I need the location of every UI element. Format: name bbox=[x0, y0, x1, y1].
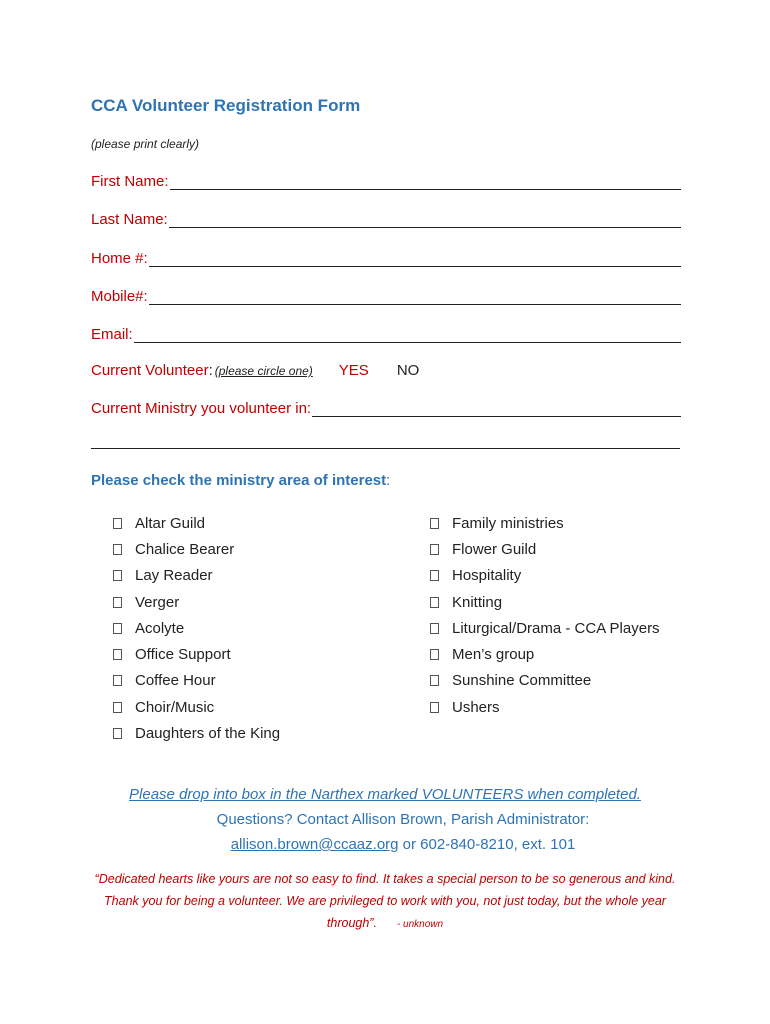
list-item-label: Knitting bbox=[452, 593, 503, 611]
list-item[interactable] bbox=[430, 668, 660, 694]
quote-text: “Dedicated hearts like yours are not so easy to find. It takes a special person to be so generous and kind. Thank you for being a volunteer. We are privileged to work with you, not just today, but the whole year through”. bbox=[94, 872, 676, 930]
interest-heading bbox=[91, 472, 390, 489]
list-item[interactable] bbox=[113, 589, 280, 615]
home-phone-field[interactable] bbox=[91, 245, 681, 267]
list-item[interactable] bbox=[113, 668, 280, 694]
yes-option[interactable]: YES bbox=[338, 362, 369, 379]
list-item[interactable] bbox=[113, 615, 280, 641]
list-item-label: Flower Guild bbox=[452, 540, 537, 558]
checkbox-icon[interactable] bbox=[430, 675, 439, 686]
current-ministry-line[interactable] bbox=[312, 400, 681, 417]
last-name-line[interactable] bbox=[169, 211, 681, 228]
home-phone-label: Home #: bbox=[91, 250, 148, 267]
list-item[interactable] bbox=[113, 641, 280, 667]
list-item-label: Men’s group bbox=[452, 646, 535, 664]
checkbox-icon[interactable] bbox=[430, 702, 439, 713]
circle-one-hint: (please circle one) bbox=[214, 364, 313, 378]
list-item-label: Family ministries bbox=[452, 514, 564, 532]
list-item[interactable] bbox=[430, 694, 660, 720]
contact-line bbox=[0, 836, 770, 853]
checkbox-icon[interactable] bbox=[430, 518, 439, 529]
checkbox-icon[interactable] bbox=[430, 649, 439, 660]
last-name-label: Last Name: bbox=[91, 211, 168, 228]
checkbox-icon[interactable] bbox=[113, 544, 122, 555]
home-phone-line[interactable] bbox=[149, 250, 681, 267]
checkbox-icon[interactable] bbox=[430, 623, 439, 634]
current-volunteer-colon: : bbox=[208, 362, 213, 379]
list-item-label: Coffee Hour bbox=[135, 672, 216, 690]
list-item-label: Liturgical/Drama - CCA Players bbox=[452, 619, 660, 637]
list-item-label: Chalice Bearer bbox=[135, 540, 235, 558]
mobile-field[interactable] bbox=[91, 283, 681, 305]
interest-list-right bbox=[430, 510, 660, 720]
list-item[interactable] bbox=[430, 563, 660, 589]
list-item[interactable] bbox=[430, 536, 660, 562]
interest-heading-colon: : bbox=[386, 472, 391, 489]
email-line[interactable] bbox=[134, 326, 681, 343]
email-field[interactable] bbox=[91, 321, 681, 343]
checkbox-icon[interactable] bbox=[113, 728, 122, 739]
first-name-field[interactable] bbox=[91, 168, 681, 190]
mobile-line[interactable] bbox=[149, 288, 681, 305]
checkbox-icon[interactable] bbox=[113, 623, 122, 634]
list-item-label: Ushers bbox=[452, 698, 500, 716]
volunteer-quote bbox=[90, 868, 680, 936]
current-ministry-field[interactable] bbox=[91, 395, 681, 417]
contact-phone: or 602-840-8210, ext. 101 bbox=[398, 836, 576, 853]
first-name-line[interactable] bbox=[170, 173, 681, 190]
list-item-label: Hospitality bbox=[452, 567, 522, 585]
contact-email-link[interactable]: allison.brown@ccaaz.org bbox=[230, 836, 399, 853]
checkbox-icon[interactable] bbox=[113, 518, 122, 529]
list-item[interactable] bbox=[430, 589, 660, 615]
list-item-label: Daughters of the King bbox=[135, 725, 281, 743]
checkbox-icon[interactable] bbox=[430, 570, 439, 581]
email-label: Email: bbox=[91, 326, 133, 343]
checkbox-icon[interactable] bbox=[430, 597, 439, 608]
quote-author: - unknown bbox=[396, 919, 444, 930]
current-ministry-extra-line[interactable] bbox=[91, 448, 680, 449]
list-item-label: Sunshine Committee bbox=[452, 672, 592, 690]
checkbox-icon[interactable] bbox=[113, 570, 122, 581]
checkbox-icon[interactable] bbox=[113, 649, 122, 660]
current-volunteer-row bbox=[91, 362, 419, 379]
list-item-label: Acolyte bbox=[135, 619, 185, 637]
last-name-field[interactable] bbox=[91, 206, 681, 228]
list-item-label: Office Support bbox=[135, 646, 231, 664]
current-ministry-label: Current Ministry you volunteer in: bbox=[91, 400, 312, 417]
interest-heading-text: Please check the ministry area of interest bbox=[91, 472, 387, 489]
list-item[interactable] bbox=[113, 694, 280, 720]
form-subtitle: (please print clearly) bbox=[91, 137, 200, 151]
list-item[interactable] bbox=[113, 720, 280, 746]
list-item[interactable] bbox=[113, 510, 280, 536]
first-name-label: First Name: bbox=[91, 173, 169, 190]
checkbox-icon[interactable] bbox=[113, 675, 122, 686]
list-item[interactable] bbox=[113, 536, 280, 562]
list-item[interactable] bbox=[113, 563, 280, 589]
list-item-label: Lay Reader bbox=[135, 567, 213, 585]
list-item[interactable] bbox=[430, 615, 660, 641]
list-item[interactable] bbox=[430, 510, 660, 536]
checkbox-icon[interactable] bbox=[113, 597, 122, 608]
list-item-label: Verger bbox=[135, 593, 180, 611]
current-volunteer-label: Current Volunteer bbox=[91, 362, 209, 379]
form-title: CCA Volunteer Registration Form bbox=[91, 96, 361, 115]
questions-contact: Questions? Contact Allison Brown, Parish Administrator: bbox=[216, 811, 590, 828]
list-item-label: Choir/Music bbox=[135, 698, 215, 716]
mobile-label: Mobile#: bbox=[91, 288, 148, 305]
list-item-label: Altar Guild bbox=[135, 514, 206, 532]
drop-instructions: Please drop into box in the Narthex marked VOLUNTEERS when completed. bbox=[129, 786, 641, 803]
list-item[interactable] bbox=[430, 641, 660, 667]
checkbox-icon[interactable] bbox=[430, 544, 439, 555]
interest-list-left bbox=[113, 510, 280, 747]
no-option[interactable]: NO bbox=[396, 362, 420, 379]
checkbox-icon[interactable] bbox=[113, 702, 122, 713]
